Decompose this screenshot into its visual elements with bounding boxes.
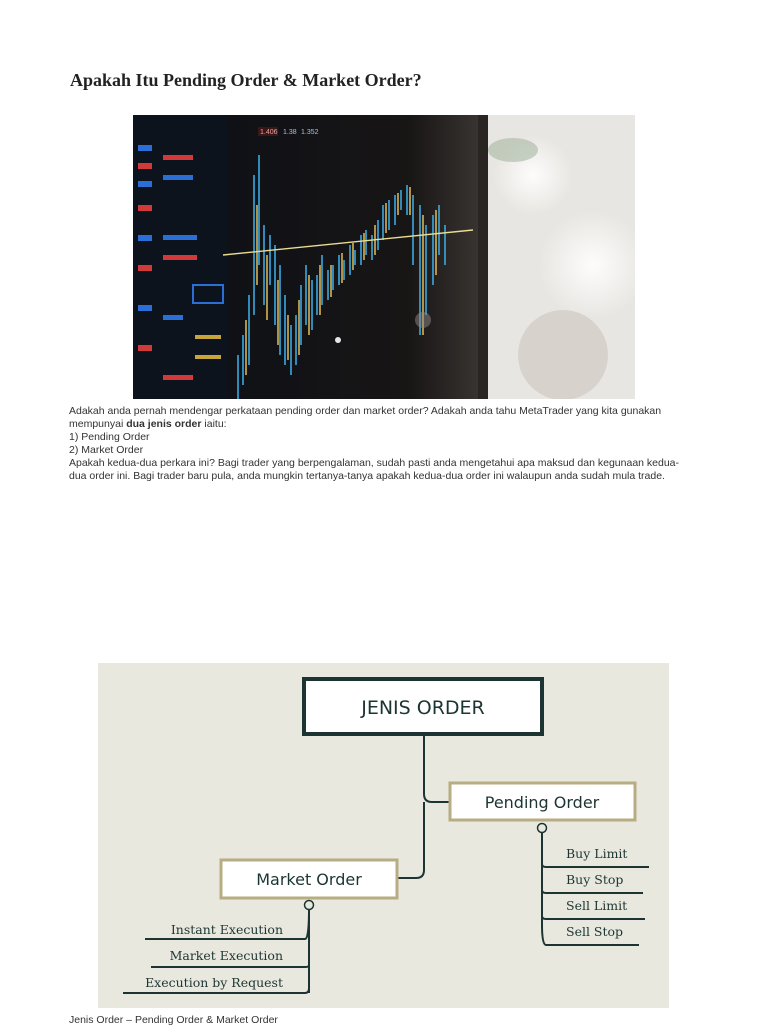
pending-item: Sell Limit xyxy=(566,898,628,913)
pending-item: Buy Limit xyxy=(566,846,628,861)
article-title: Apakah Itu Pending Order & Market Order? xyxy=(70,70,422,90)
second-paragraph: Apakah kedua-dua perkara ini? Bagi trader yang berpengalaman, sudah pasti anda mengetahui apa maksud dan kegunaan kedua-dua order ini. Bagi trader baru pula, anda mungkin tertanya-tanya apakah kedua-dua order ini walaupun anda sudah mula trade. xyxy=(69,457,680,482)
root-label: JENIS ORDER xyxy=(361,697,485,719)
ticker-label: 1.38 xyxy=(283,129,297,136)
intro-bold: dua jenis order xyxy=(126,418,202,430)
ticker-label: 1.352 xyxy=(301,129,319,136)
ticker-label: 1.406 xyxy=(260,129,278,136)
list-item: 2) Market Order xyxy=(69,444,144,456)
market-item: Market Execution xyxy=(169,948,283,963)
market-item: Execution by Request xyxy=(145,975,283,990)
pending-item: Sell Stop xyxy=(566,924,624,939)
intro-paragraph xyxy=(69,405,689,431)
pending-item: Buy Stop xyxy=(566,872,624,887)
ticker-panel xyxy=(133,115,228,399)
list-item: 1) Pending Order xyxy=(69,431,150,443)
pending-order-label: Pending Order xyxy=(484,793,600,812)
figure-caption: Jenis Order – Pending Order & Market Order xyxy=(69,1014,278,1026)
market-order-label: Market Order xyxy=(256,870,362,889)
intro-text: Adakah anda pernah mendengar perkataan pending order dan market order? Adakah anda tahu MetaTrader yang kita gunakan mempunyai xyxy=(69,405,662,430)
article-body xyxy=(69,405,689,483)
trading-chart-photo xyxy=(133,115,635,399)
intro-text-end: iaitu: xyxy=(201,418,227,430)
order-types-diagram xyxy=(98,663,669,1008)
market-item: Instant Execution xyxy=(170,922,283,937)
